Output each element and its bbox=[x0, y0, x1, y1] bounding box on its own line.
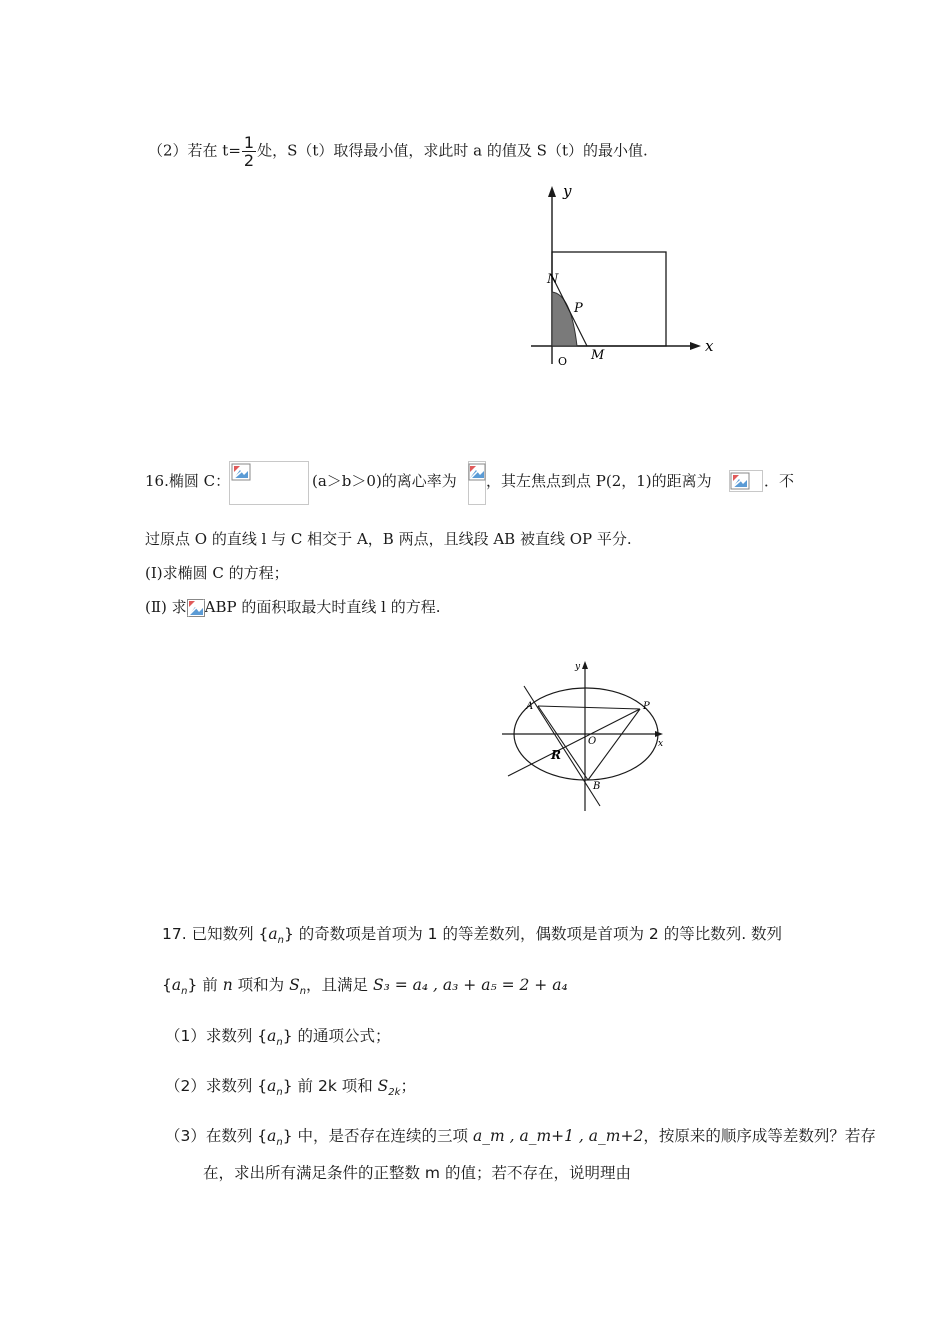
fig1-label-x: x bbox=[705, 337, 714, 355]
fig2-label-R: R bbox=[551, 748, 561, 762]
q17-part3: （3）在数列 $\{a_n\}$ 中，是否存在连续的三项 a_m , a_m+1 , a_m+2，按原来的顺序成等差数列？若存 bbox=[165, 1127, 876, 1149]
fig2-label-A: A bbox=[526, 701, 534, 712]
q17-line1: 17. 已知数列 $\{a_n\}$ 的奇数项是首项为 1 的等差数列，偶数项是首项为 2 的等比数列. 数列 bbox=[162, 925, 783, 947]
q17-condition: S₃ = a₄ , a₃ + a₅ = 2 + a₄ bbox=[373, 976, 568, 994]
figure-ellipse bbox=[500, 656, 680, 816]
fig1-label-P: P bbox=[574, 301, 583, 316]
q15-part2: （2）若在 t= $\frac{1}{2}$ 处，S（t）取得最小值，求此时 a 的值及 S（t）的最小值. bbox=[148, 133, 648, 170]
q17-part3-line2: 在，求出所有满足条件的正整数 m 的值；若不存在，说明理由 bbox=[203, 1164, 631, 1182]
q16-line2: 过原点 O 的直线 l 与 C 相交于 A，B 两点，且线段 AB 被直线 OP 平分. bbox=[145, 530, 632, 548]
fig2-label-O: O bbox=[588, 736, 597, 747]
q17-terms: a_m , a_m+1 , a_m+2 bbox=[472, 1127, 644, 1145]
q16-line1: 16.椭圆 C： bbox=[145, 472, 231, 490]
broken-image-distance bbox=[729, 470, 763, 492]
fig1-label-O: O bbox=[558, 355, 568, 368]
fig2-label-B: B bbox=[593, 781, 601, 792]
fig2-label-x: x bbox=[658, 739, 664, 749]
fig1-label-y: y bbox=[563, 182, 572, 200]
broken-image-ellipse-equation bbox=[229, 461, 309, 505]
q16-part1: (Ⅰ)求椭圆 C 的方程； bbox=[145, 564, 289, 582]
broken-image-triangle-symbol bbox=[187, 599, 205, 617]
fraction-one-half: $\frac{1}{2}$ bbox=[243, 133, 255, 170]
q16-line1-end: ．不 bbox=[764, 472, 795, 490]
q17-part2: （2）求数列 $\{a_n\}$ 前 2k 项和 $S_{2k}$； bbox=[165, 1077, 416, 1099]
q17-line2: $\{a_n\}$ 前 n 项和为 $S_n$，且满足 S₃ = a₄ , a₃ + a₅ = 2 + a₄ bbox=[162, 976, 568, 998]
figure-square-region bbox=[525, 182, 725, 372]
fig1-label-M: M bbox=[591, 348, 605, 363]
q16-line1-cont: (a＞b＞0)的离心率为 bbox=[312, 472, 457, 490]
fig1-label-N: N bbox=[547, 272, 559, 287]
broken-image-eccentricity bbox=[468, 461, 486, 505]
fig2-label-y: y bbox=[575, 662, 581, 672]
q16-part2: (Ⅱ) 求 ABP 的面积取最大时直线 l 的方程. bbox=[145, 598, 441, 616]
q17-part1: （1）求数列 $\{a_n\}$ 的通项公式； bbox=[165, 1027, 391, 1049]
q16-line1-cont2: ，其左焦点到点 P(2，1)的距离为 bbox=[486, 472, 712, 490]
fig2-label-P: P bbox=[643, 701, 650, 712]
